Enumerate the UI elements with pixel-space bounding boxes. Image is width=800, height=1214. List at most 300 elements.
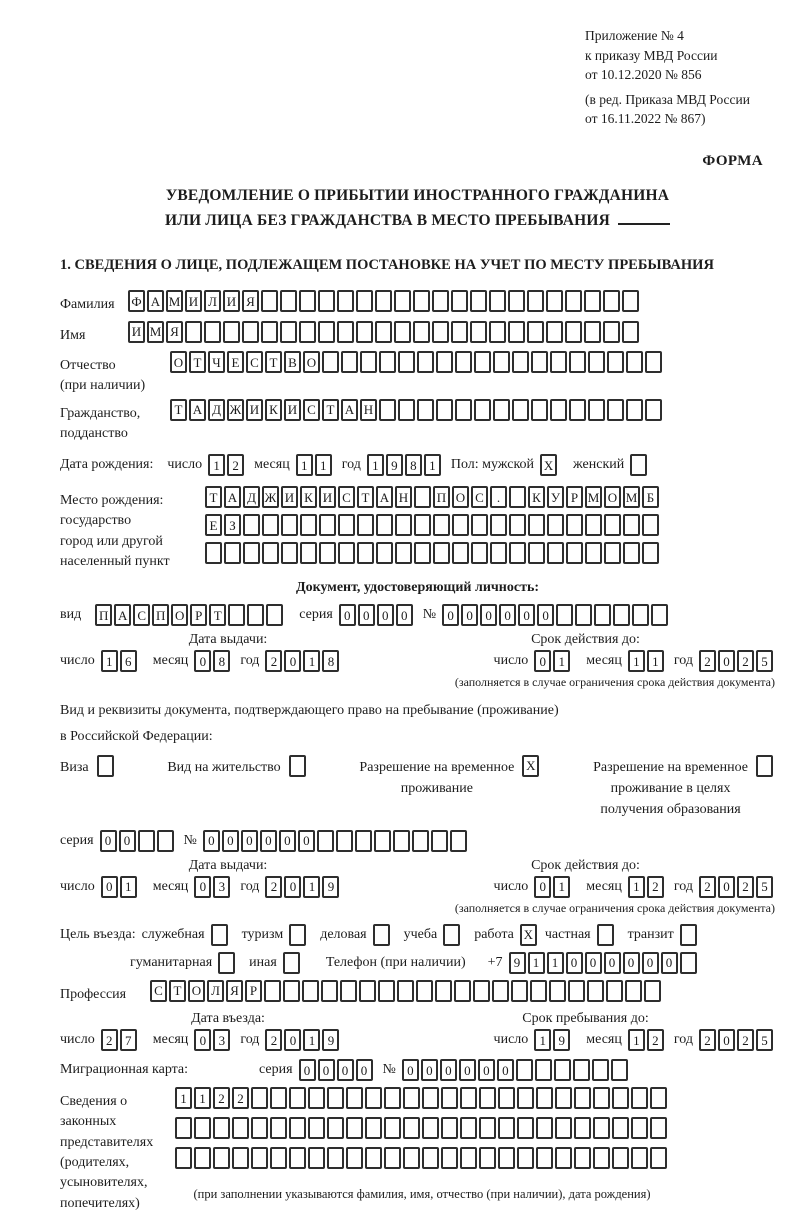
form-cell[interactable]: [393, 830, 410, 852]
form-cell[interactable]: [565, 290, 582, 312]
form-cell[interactable]: [375, 290, 392, 312]
form-cell[interactable]: 2: [232, 1087, 249, 1109]
form-cell[interactable]: [611, 1059, 628, 1081]
form-cell[interactable]: [403, 1147, 420, 1169]
form-cell[interactable]: 2: [699, 650, 716, 672]
form-cell[interactable]: [416, 980, 433, 1002]
form-cell[interactable]: [527, 321, 544, 343]
form-cell[interactable]: [631, 1117, 648, 1139]
form-cell[interactable]: [365, 1147, 382, 1169]
form-cell[interactable]: [357, 542, 374, 564]
form-cell[interactable]: 0: [459, 1059, 476, 1081]
form-cell[interactable]: А: [376, 486, 393, 508]
form-cell[interactable]: 0: [284, 1029, 301, 1051]
form-cell[interactable]: 8: [322, 650, 339, 672]
form-cell[interactable]: 0: [461, 604, 478, 626]
form-cell[interactable]: [555, 1147, 572, 1169]
form-cell[interactable]: [194, 1117, 211, 1139]
form-cell[interactable]: 1: [628, 1029, 645, 1051]
form-cell[interactable]: С: [338, 486, 355, 508]
form-cell[interactable]: [289, 1117, 306, 1139]
form-cell[interactable]: [517, 1087, 534, 1109]
form-cell[interactable]: [606, 980, 623, 1002]
form-cell[interactable]: [398, 399, 415, 421]
form-cell[interactable]: 0: [194, 876, 211, 898]
form-cell[interactable]: [355, 830, 372, 852]
form-cell[interactable]: [593, 1117, 610, 1139]
form-cell[interactable]: 1: [528, 952, 545, 974]
form-cell[interactable]: [395, 514, 412, 536]
form-cell[interactable]: В: [284, 351, 301, 373]
form-cell[interactable]: 1: [628, 650, 645, 672]
form-cell[interactable]: 1: [367, 454, 384, 476]
form-cell[interactable]: 0: [377, 604, 394, 626]
form-cell[interactable]: [251, 1147, 268, 1169]
form-cell[interactable]: 0: [318, 1059, 335, 1081]
form-cell[interactable]: 0: [358, 604, 375, 626]
form-cell[interactable]: [569, 351, 586, 373]
form-cell[interactable]: [450, 830, 467, 852]
form-cell[interactable]: [356, 290, 373, 312]
form-cell[interactable]: [568, 980, 585, 1002]
form-cell[interactable]: Р: [190, 604, 207, 626]
form-cell[interactable]: [336, 830, 353, 852]
form-cell[interactable]: [547, 514, 564, 536]
form-cell[interactable]: 1: [101, 650, 118, 672]
form-cell[interactable]: [512, 351, 529, 373]
form-cell[interactable]: 1: [553, 650, 570, 672]
form-cell[interactable]: [157, 830, 174, 852]
form-cell[interactable]: [228, 604, 245, 626]
form-cell[interactable]: М: [585, 486, 602, 508]
form-cell[interactable]: [359, 980, 376, 1002]
form-cell[interactable]: 0: [566, 952, 583, 974]
form-cell[interactable]: О: [188, 980, 205, 1002]
form-cell[interactable]: [433, 514, 450, 536]
form-cell[interactable]: [378, 980, 395, 1002]
form-cell[interactable]: [213, 1117, 230, 1139]
form-cell[interactable]: [374, 830, 391, 852]
form-cell[interactable]: [536, 1147, 553, 1169]
form-cell[interactable]: [645, 399, 662, 421]
form-cell[interactable]: [470, 321, 487, 343]
form-cell[interactable]: [412, 830, 429, 852]
form-cell[interactable]: С: [303, 399, 320, 421]
form-cell[interactable]: [384, 1087, 401, 1109]
form-cell[interactable]: [319, 514, 336, 536]
form-cell[interactable]: [338, 514, 355, 536]
form-cell[interactable]: [680, 924, 697, 946]
form-cell[interactable]: Т: [357, 486, 374, 508]
form-cell[interactable]: [575, 604, 592, 626]
form-cell[interactable]: [452, 514, 469, 536]
form-cell[interactable]: Т: [265, 351, 282, 373]
form-cell[interactable]: [460, 1087, 477, 1109]
form-cell[interactable]: [546, 321, 563, 343]
form-cell[interactable]: [213, 1147, 230, 1169]
form-cell[interactable]: 0: [119, 830, 136, 852]
form-cell[interactable]: [317, 830, 334, 852]
form-cell[interactable]: 0: [480, 604, 497, 626]
form-cell[interactable]: А: [224, 486, 241, 508]
form-cell[interactable]: [394, 290, 411, 312]
form-cell[interactable]: [565, 321, 582, 343]
form-cell[interactable]: [338, 542, 355, 564]
form-cell[interactable]: М: [147, 321, 164, 343]
form-cell[interactable]: 9: [386, 454, 403, 476]
form-cell[interactable]: [365, 1087, 382, 1109]
form-cell[interactable]: [471, 542, 488, 564]
form-cell[interactable]: [346, 1117, 363, 1139]
form-cell[interactable]: [403, 1117, 420, 1139]
form-cell[interactable]: О: [303, 351, 320, 373]
form-cell[interactable]: [509, 542, 526, 564]
form-cell[interactable]: [452, 542, 469, 564]
form-cell[interactable]: И: [223, 290, 240, 312]
form-cell[interactable]: 0: [718, 650, 735, 672]
form-cell[interactable]: [631, 1087, 648, 1109]
form-cell[interactable]: [417, 399, 434, 421]
form-cell[interactable]: [97, 755, 114, 777]
form-cell[interactable]: 0: [718, 1029, 735, 1051]
form-cell[interactable]: [357, 514, 374, 536]
form-cell[interactable]: [340, 980, 357, 1002]
form-cell[interactable]: Р: [245, 980, 262, 1002]
form-cell[interactable]: [584, 290, 601, 312]
form-cell[interactable]: 2: [699, 876, 716, 898]
form-cell[interactable]: [612, 1147, 629, 1169]
form-cell[interactable]: И: [281, 486, 298, 508]
form-cell[interactable]: 5: [756, 876, 773, 898]
form-cell[interactable]: [289, 924, 306, 946]
form-cell[interactable]: [356, 321, 373, 343]
form-cell[interactable]: [204, 321, 221, 343]
form-cell[interactable]: 2: [265, 876, 282, 898]
form-cell[interactable]: [300, 542, 317, 564]
form-cell[interactable]: [322, 351, 339, 373]
form-cell[interactable]: [511, 980, 528, 1002]
form-cell[interactable]: [498, 1147, 515, 1169]
form-cell[interactable]: [435, 980, 452, 1002]
form-cell[interactable]: [441, 1087, 458, 1109]
form-cell[interactable]: [479, 1117, 496, 1139]
form-cell[interactable]: [280, 290, 297, 312]
form-cell[interactable]: [460, 1117, 477, 1139]
form-cell[interactable]: 1: [315, 454, 332, 476]
form-cell[interactable]: [441, 1117, 458, 1139]
form-cell[interactable]: 6: [120, 650, 137, 672]
form-cell[interactable]: [593, 1087, 610, 1109]
form-cell[interactable]: С: [133, 604, 150, 626]
form-cell[interactable]: 2: [647, 876, 664, 898]
form-cell[interactable]: [556, 604, 573, 626]
form-cell[interactable]: [185, 321, 202, 343]
form-cell[interactable]: 2: [213, 1087, 230, 1109]
form-cell[interactable]: А: [341, 399, 358, 421]
form-cell[interactable]: 0: [194, 650, 211, 672]
form-cell[interactable]: [414, 486, 431, 508]
form-cell[interactable]: [574, 1147, 591, 1169]
form-cell[interactable]: И: [246, 399, 263, 421]
form-cell[interactable]: [232, 1117, 249, 1139]
form-cell[interactable]: 0: [100, 830, 117, 852]
form-cell[interactable]: [584, 321, 601, 343]
form-cell[interactable]: [550, 399, 567, 421]
form-cell[interactable]: 0: [284, 876, 301, 898]
form-cell[interactable]: [492, 980, 509, 1002]
form-cell[interactable]: [318, 290, 335, 312]
form-cell[interactable]: Я: [166, 321, 183, 343]
form-cell[interactable]: [224, 542, 241, 564]
form-cell[interactable]: [528, 542, 545, 564]
form-cell[interactable]: [270, 1147, 287, 1169]
form-cell[interactable]: [644, 980, 661, 1002]
form-cell[interactable]: [642, 542, 659, 564]
form-cell[interactable]: [262, 542, 279, 564]
form-cell[interactable]: Е: [205, 514, 222, 536]
form-cell[interactable]: 1: [303, 1029, 320, 1051]
form-cell[interactable]: [535, 1059, 552, 1081]
form-cell[interactable]: [471, 514, 488, 536]
form-cell[interactable]: [432, 321, 449, 343]
form-cell[interactable]: 0: [442, 604, 459, 626]
form-cell[interactable]: [455, 399, 472, 421]
form-cell[interactable]: [607, 351, 624, 373]
form-cell[interactable]: [436, 351, 453, 373]
form-cell[interactable]: 2: [265, 1029, 282, 1051]
form-cell[interactable]: И: [319, 486, 336, 508]
form-cell[interactable]: 2: [101, 1029, 118, 1051]
form-cell[interactable]: [585, 542, 602, 564]
form-cell[interactable]: 0: [585, 952, 602, 974]
form-cell[interactable]: [479, 1087, 496, 1109]
form-cell[interactable]: Е: [227, 351, 244, 373]
form-cell[interactable]: [604, 542, 621, 564]
form-cell[interactable]: С: [471, 486, 488, 508]
form-cell[interactable]: Н: [395, 486, 412, 508]
form-cell[interactable]: 0: [339, 604, 356, 626]
form-cell[interactable]: [270, 1117, 287, 1139]
form-cell[interactable]: [395, 542, 412, 564]
form-cell[interactable]: [498, 1117, 515, 1139]
form-cell[interactable]: [470, 290, 487, 312]
form-cell[interactable]: А: [189, 399, 206, 421]
form-cell[interactable]: [493, 351, 510, 373]
form-cell[interactable]: Ж: [262, 486, 279, 508]
form-cell[interactable]: [422, 1087, 439, 1109]
form-cell[interactable]: 0: [299, 1059, 316, 1081]
form-cell[interactable]: [138, 830, 155, 852]
form-cell[interactable]: [432, 290, 449, 312]
form-cell[interactable]: [318, 321, 335, 343]
form-cell[interactable]: Т: [205, 486, 222, 508]
form-cell[interactable]: [451, 321, 468, 343]
form-cell[interactable]: 1: [534, 1029, 551, 1051]
form-cell[interactable]: А: [114, 604, 131, 626]
form-cell[interactable]: П: [152, 604, 169, 626]
form-cell[interactable]: X: [540, 454, 557, 476]
form-cell[interactable]: [327, 1147, 344, 1169]
form-cell[interactable]: Д: [208, 399, 225, 421]
form-cell[interactable]: [308, 1117, 325, 1139]
form-cell[interactable]: 1: [553, 876, 570, 898]
form-cell[interactable]: [512, 399, 529, 421]
form-cell[interactable]: [451, 290, 468, 312]
form-cell[interactable]: X: [522, 755, 539, 777]
form-cell[interactable]: [454, 980, 471, 1002]
form-cell[interactable]: [384, 1117, 401, 1139]
form-cell[interactable]: [527, 290, 544, 312]
form-cell[interactable]: 0: [260, 830, 277, 852]
form-cell[interactable]: [321, 980, 338, 1002]
form-cell[interactable]: О: [452, 486, 469, 508]
form-cell[interactable]: 0: [440, 1059, 457, 1081]
form-cell[interactable]: 1: [547, 952, 564, 974]
form-cell[interactable]: [489, 290, 506, 312]
form-cell[interactable]: З: [224, 514, 241, 536]
form-cell[interactable]: Т: [189, 351, 206, 373]
form-cell[interactable]: [431, 830, 448, 852]
form-cell[interactable]: [594, 604, 611, 626]
form-cell[interactable]: [460, 1147, 477, 1169]
form-cell[interactable]: 2: [699, 1029, 716, 1051]
form-cell[interactable]: [299, 321, 316, 343]
form-cell[interactable]: [630, 454, 647, 476]
form-cell[interactable]: Я: [226, 980, 243, 1002]
form-cell[interactable]: [218, 952, 235, 974]
form-cell[interactable]: И: [284, 399, 301, 421]
form-cell[interactable]: Д: [243, 486, 260, 508]
form-cell[interactable]: 0: [396, 604, 413, 626]
form-cell[interactable]: [270, 1087, 287, 1109]
form-cell[interactable]: 0: [356, 1059, 373, 1081]
form-cell[interactable]: [413, 290, 430, 312]
form-cell[interactable]: 2: [265, 650, 282, 672]
form-cell[interactable]: [283, 980, 300, 1002]
form-cell[interactable]: [509, 514, 526, 536]
form-cell[interactable]: [422, 1147, 439, 1169]
form-cell[interactable]: [397, 980, 414, 1002]
form-cell[interactable]: М: [623, 486, 640, 508]
form-cell[interactable]: [680, 952, 697, 974]
form-cell[interactable]: [574, 1117, 591, 1139]
form-cell[interactable]: 0: [661, 952, 678, 974]
form-cell[interactable]: [623, 514, 640, 536]
form-cell[interactable]: 0: [279, 830, 296, 852]
form-cell[interactable]: [536, 1117, 553, 1139]
form-cell[interactable]: [337, 290, 354, 312]
form-cell[interactable]: К: [300, 486, 317, 508]
form-cell[interactable]: [283, 952, 300, 974]
form-cell[interactable]: [588, 399, 605, 421]
form-cell[interactable]: [550, 351, 567, 373]
form-cell[interactable]: [251, 1117, 268, 1139]
form-cell[interactable]: [175, 1117, 192, 1139]
form-cell[interactable]: [403, 1087, 420, 1109]
form-cell[interactable]: [632, 604, 649, 626]
form-cell[interactable]: [365, 1117, 382, 1139]
form-cell[interactable]: [232, 1147, 249, 1169]
form-cell[interactable]: [436, 399, 453, 421]
form-cell[interactable]: [266, 604, 283, 626]
form-cell[interactable]: Б: [642, 486, 659, 508]
form-cell[interactable]: [205, 542, 222, 564]
form-cell[interactable]: [555, 1117, 572, 1139]
form-cell[interactable]: [422, 1117, 439, 1139]
form-cell[interactable]: С: [246, 351, 263, 373]
form-cell[interactable]: [622, 321, 639, 343]
form-cell[interactable]: [379, 351, 396, 373]
form-cell[interactable]: [509, 486, 526, 508]
form-cell[interactable]: [398, 351, 415, 373]
form-cell[interactable]: [308, 1147, 325, 1169]
form-cell[interactable]: 5: [756, 650, 773, 672]
form-cell[interactable]: И: [185, 290, 202, 312]
form-cell[interactable]: [555, 1087, 572, 1109]
form-cell[interactable]: [645, 351, 662, 373]
form-cell[interactable]: [247, 604, 264, 626]
form-cell[interactable]: [531, 399, 548, 421]
form-cell[interactable]: [547, 542, 564, 564]
form-cell[interactable]: 2: [737, 876, 754, 898]
form-cell[interactable]: [373, 924, 390, 946]
form-cell[interactable]: [289, 755, 306, 777]
form-cell[interactable]: [308, 1087, 325, 1109]
form-cell[interactable]: О: [171, 604, 188, 626]
form-cell[interactable]: 7: [120, 1029, 137, 1051]
form-cell[interactable]: 3: [213, 1029, 230, 1051]
form-cell[interactable]: 9: [509, 952, 526, 974]
form-cell[interactable]: 1: [424, 454, 441, 476]
form-cell[interactable]: [531, 351, 548, 373]
form-cell[interactable]: [756, 755, 773, 777]
form-cell[interactable]: И: [128, 321, 145, 343]
form-cell[interactable]: 0: [604, 952, 621, 974]
form-cell[interactable]: С: [150, 980, 167, 1002]
form-cell[interactable]: [242, 321, 259, 343]
form-cell[interactable]: П: [433, 486, 450, 508]
form-cell[interactable]: [261, 290, 278, 312]
form-cell[interactable]: Ч: [208, 351, 225, 373]
form-cell[interactable]: [625, 980, 642, 1002]
form-cell[interactable]: 1: [296, 454, 313, 476]
form-cell[interactable]: [569, 399, 586, 421]
form-cell[interactable]: [243, 542, 260, 564]
form-cell[interactable]: [593, 1147, 610, 1169]
form-cell[interactable]: 0: [203, 830, 220, 852]
form-cell[interactable]: 8: [213, 650, 230, 672]
form-cell[interactable]: 2: [737, 1029, 754, 1051]
form-cell[interactable]: Р: [566, 486, 583, 508]
form-cell[interactable]: [414, 542, 431, 564]
form-cell[interactable]: 1: [194, 1087, 211, 1109]
form-cell[interactable]: П: [95, 604, 112, 626]
form-cell[interactable]: [474, 351, 491, 373]
form-cell[interactable]: [251, 1087, 268, 1109]
form-cell[interactable]: [379, 399, 396, 421]
form-cell[interactable]: 0: [284, 650, 301, 672]
form-cell[interactable]: 1: [647, 650, 664, 672]
form-cell[interactable]: [607, 399, 624, 421]
form-cell[interactable]: [587, 980, 604, 1002]
form-cell[interactable]: [360, 351, 377, 373]
form-cell[interactable]: [337, 321, 354, 343]
form-cell[interactable]: [549, 980, 566, 1002]
form-cell[interactable]: Я: [242, 290, 259, 312]
form-cell[interactable]: К: [265, 399, 282, 421]
form-cell[interactable]: 0: [101, 876, 118, 898]
form-cell[interactable]: [536, 1087, 553, 1109]
